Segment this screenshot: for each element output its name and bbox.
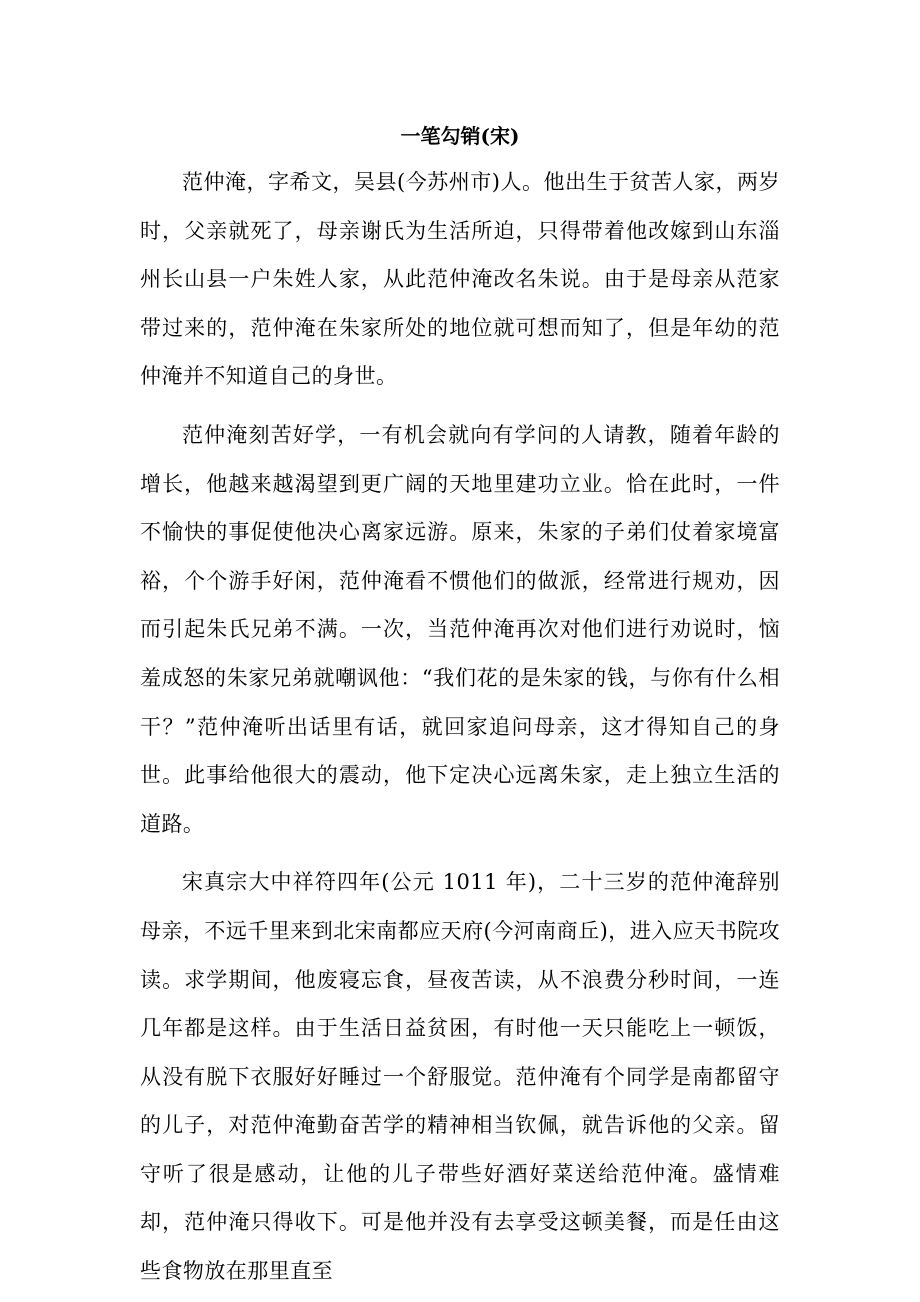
document-title: 一笔勾销(宋) [400, 124, 520, 148]
paragraph-2: 范仲淹刻苦好学，一有机会就向有学问的人请教，随着年龄的增长，他越来越渴望到更广阔的天地里建功立业。恰在此时，一件不愉快的事促使他决心离家远游。原来，朱家的子弟们仗着家境富裕，个个游手好闲，范仲淹看不惯他们的做派，经常进行规劝，因而引起朱氏兄弟不满。一次，当范仲淹再次对他们进行劝说时，恼羞成怒的朱家兄弟就嘲讽他：“我们花的是朱家的钱，与你有什么相干？”范仲淹听出话里有话，就回家追问母亲，这才得知自己的身世。此事给他很大的震动，他下定决心远离朱家，走上独立生活的道路。 [140, 422, 780, 836]
paragraph-1: 范仲淹，字希文，吴县(今苏州市)人。他出生于贫苦人家，两岁时，父亲就死了，母亲谢氏为生活所迫，只得带着他改嫁到山东淄州长山县一户朱姓人家，从此范仲淹改名朱说。由于是母亲从范家带过来的，范仲淹在朱家所处的地位就可想而知了，但是年幼的范仲淹并不知道自己的身世。 [140, 170, 780, 389]
paragraph-3: 宋真宗大中祥符四年(公元 1011 年)，二十三岁的范仲淹辞别母亲，不远千里来到北宋南都应天府(今河南商丘)，进入应天书院攻读。求学期间，他废寝忘食，昼夜苦读，从不浪费分秒时间，一连几年都是这样。由于生活日益贫困，有时他一天只能吃上一顿饭，从没有脱下衣服好好睡过一个舒服觉。范仲淹有个同学是南都留守的儿子，对范仲淹勤奋苦学的精神相当钦佩，就告诉他的父亲。留守听了很是感动，让他的儿子带些好酒好菜送给范仲淹。盛情难却，范仲淹只得收下。可是他并没有去享受这顿美餐，而是任由这些食物放在那里直至 [140, 870, 780, 1284]
document-page [140, 118, 780, 1296]
